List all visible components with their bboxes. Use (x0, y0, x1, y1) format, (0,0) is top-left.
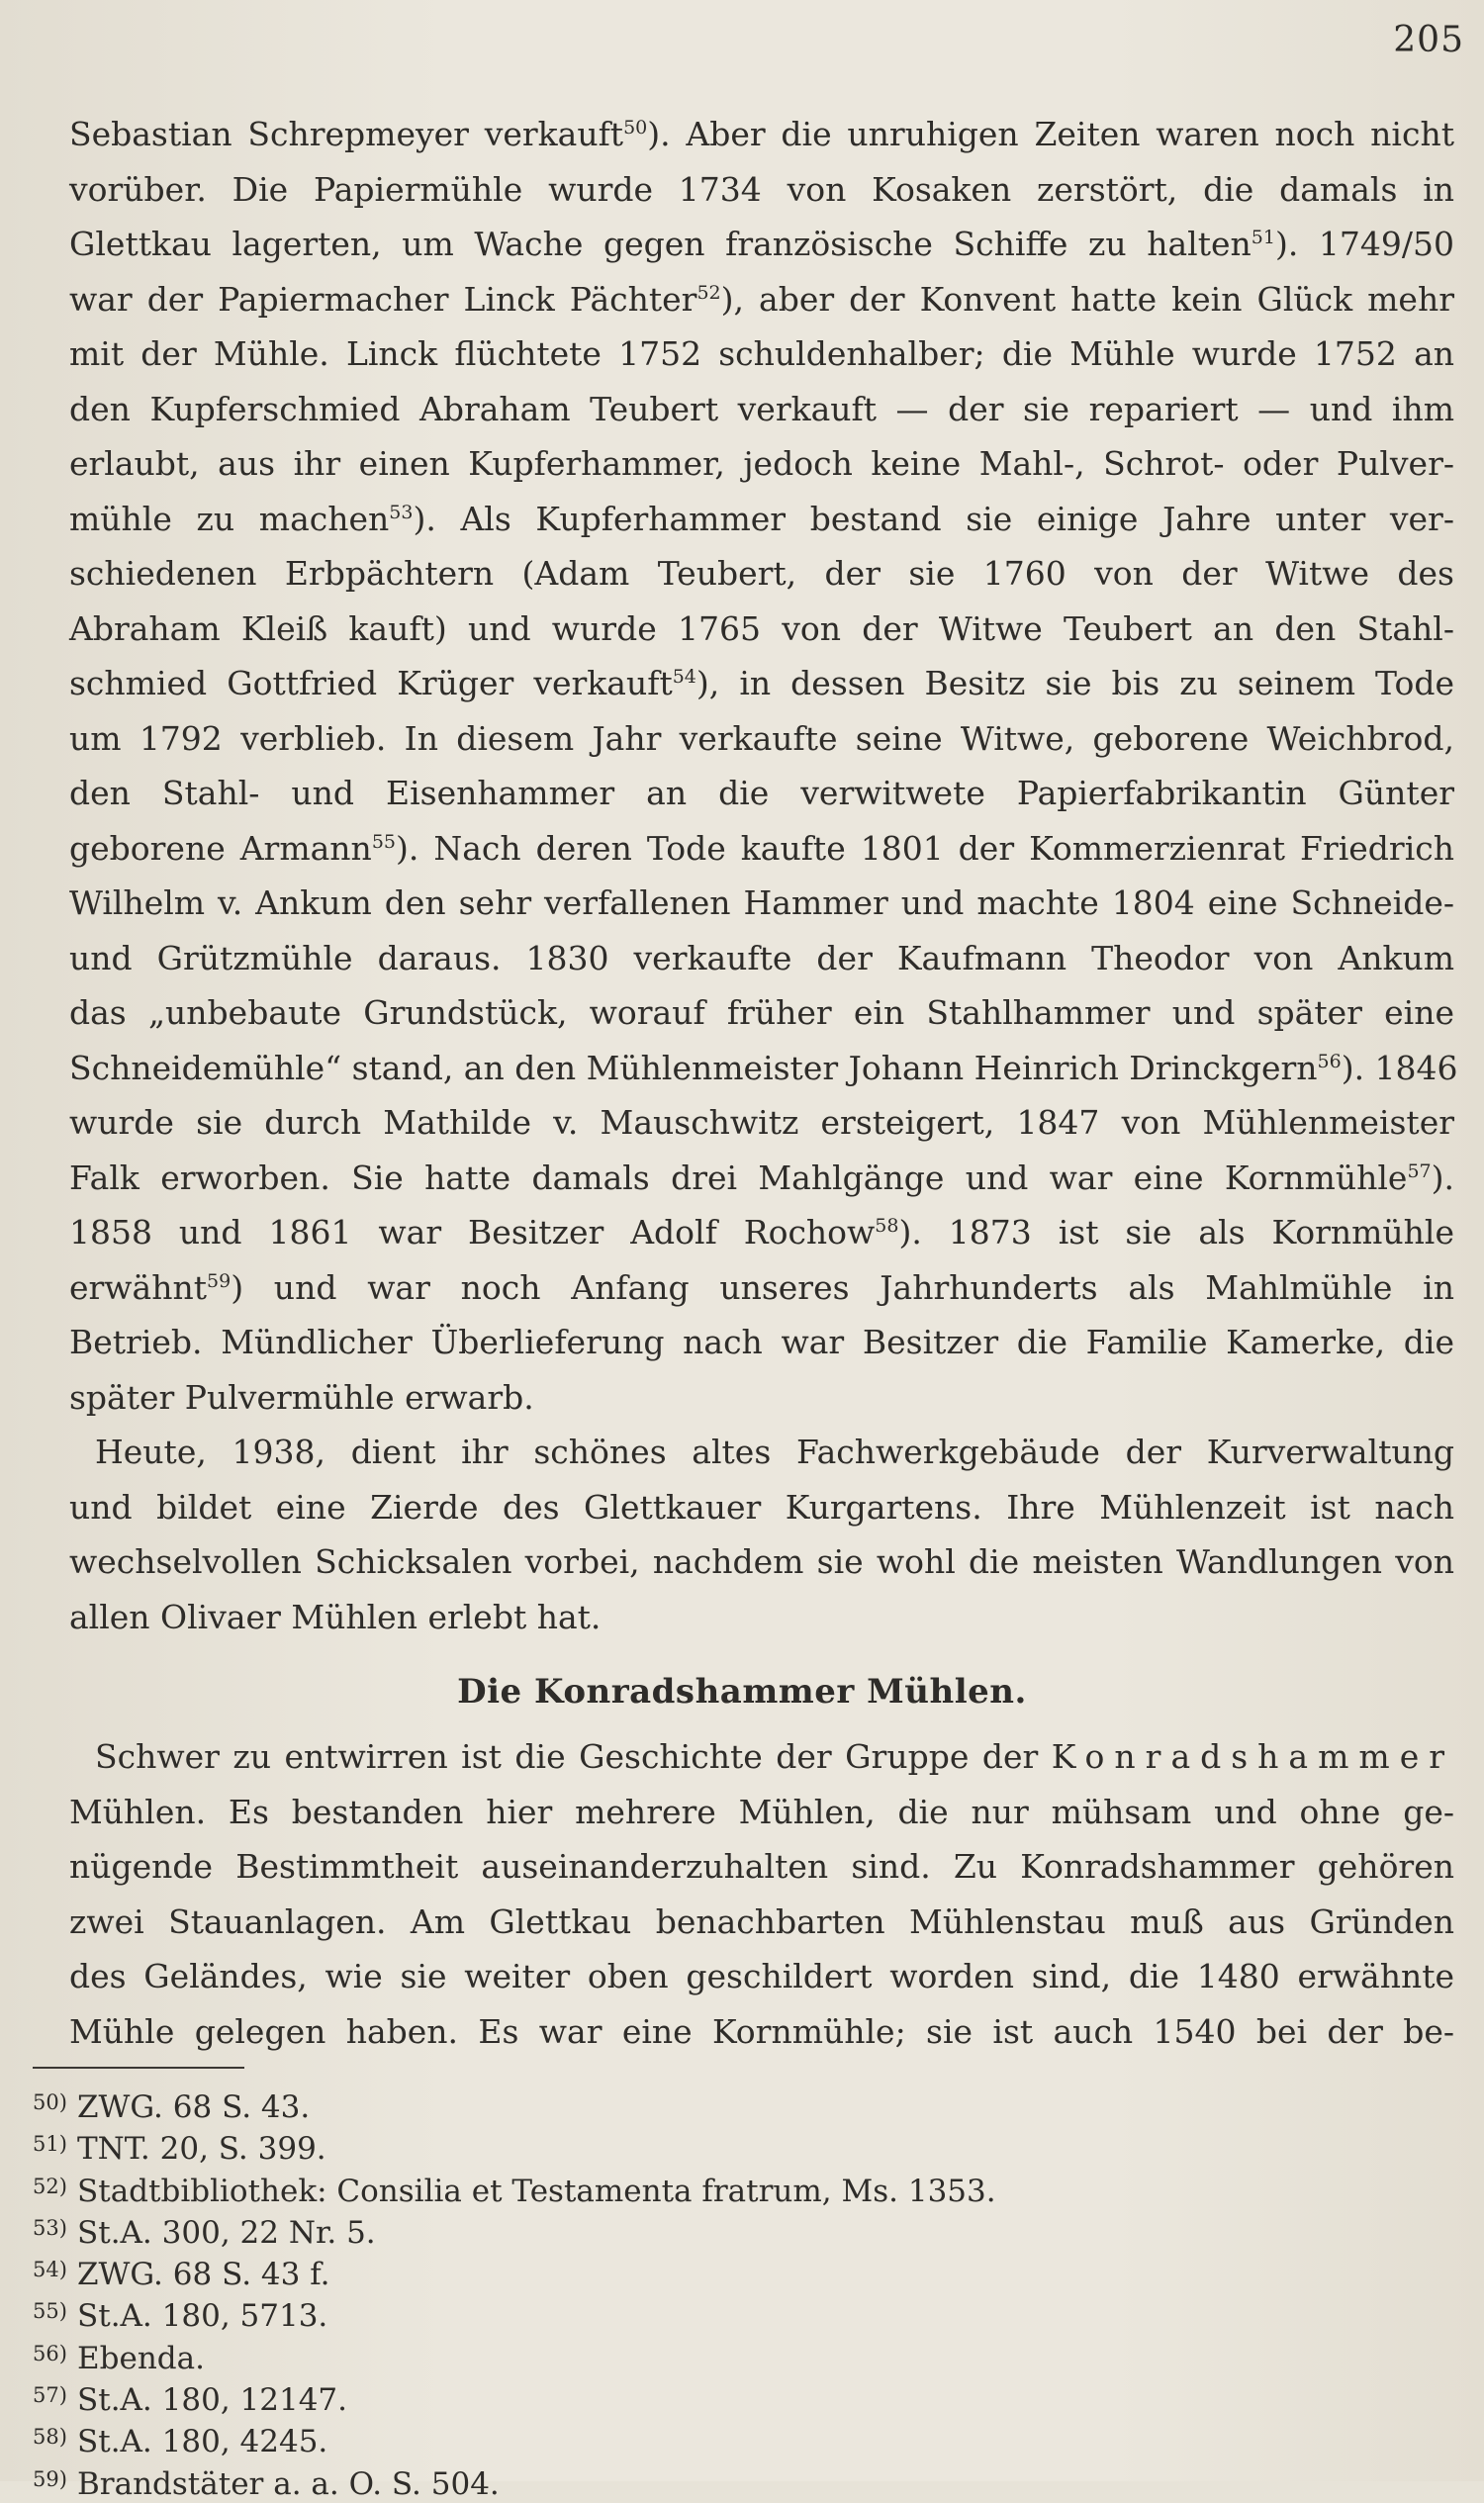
text-line: Mühle gelegen haben. Es war eine Kornmühle; sie ist auch 1540 bei der be- (69, 2011, 1454, 2051)
text-line: Abraham Kleiß kauft) und wurde 1765 von der Witwe Teubert an den Stahl- (69, 608, 1454, 648)
text-segment: 1858 und 1861 war Besitzer Adolf Rochow (69, 1213, 876, 1252)
text-line (69, 217, 1454, 272)
footnote-ref[interactable]: 56 (1317, 1050, 1342, 1072)
text-segment: ). (1431, 1158, 1454, 1197)
text-line: des Geländes, wie sie weiter oben geschildert worden sind, die 1480 erwähnte (69, 1957, 1454, 1995)
text-segment: ). 1749/50 (1274, 225, 1454, 263)
footnote-number: 58) (33, 2425, 67, 2450)
text-line (69, 1729, 1454, 1785)
footnote-item (33, 2210, 1418, 2252)
paragraph-konradshammer (69, 1729, 1454, 2059)
footnote-number: 52) (33, 2174, 67, 2198)
page-number: 205 (1393, 20, 1464, 60)
text-line: zwei Stauanlagen. Am Glettkau benachbarten Mühlenstau muß aus Gründen (69, 1901, 1454, 1941)
text-line: den Kupferschmied Abraham Teubert verkauft — der sie repariert — und ihm (69, 389, 1454, 428)
section-heading: Die Konradshammer Mühlen. (457, 1672, 1027, 1712)
footnote-ref[interactable]: 57 (1407, 1159, 1432, 1182)
text-segment: ), aber der Konvent hatte kein Glück mehr (720, 279, 1454, 319)
footnote-item (33, 2419, 1418, 2460)
text-line: Betrieb. Mündlicher Überlieferung nach war Besitzer die Familie Kamerke, die (69, 1323, 1454, 1361)
footnote-number: 55) (33, 2299, 67, 2324)
text-segment: war der Papiermacher Linck Pächter (69, 279, 697, 319)
text-line (69, 821, 1454, 877)
footnote-text: ZWG. 68 S. 43 f. (77, 2257, 330, 2293)
text-line (69, 1151, 1454, 1206)
footnote-ref[interactable]: 58 (875, 1215, 899, 1237)
footnote-item (33, 2293, 1418, 2335)
footnote-ref[interactable]: 53 (389, 501, 414, 523)
footnote-text: TNT. 20, S. 399. (77, 2131, 326, 2168)
footnote-text: St.A. 300, 22 Nr. 5. (77, 2214, 376, 2251)
text-line (69, 656, 1454, 711)
text-line: um 1792 verblieb. In diesem Jahr verkaufte seine Witwe, geborene Weichbrod, (69, 718, 1454, 758)
text-line (69, 1041, 1458, 1096)
footnote-item (33, 2252, 1418, 2293)
footnote-number: 51) (33, 2132, 67, 2157)
text-line: allen Olivaer Mühlen erlebt hat. (69, 1597, 602, 1636)
text-line: mit der Mühle. Linck flüchtete 1752 schuldenhalber; die Mühle wurde 1752 an (69, 334, 1454, 373)
text-line: erlaubt, aus ihr einen Kupferhammer, jedoch keine Mahl-, Schrot- oder Pulver- (69, 444, 1454, 483)
text-segment: ). 1846 (1341, 1048, 1458, 1087)
footnote-text: Stadtbibliothek: Consilia et Testamenta fratrum, Ms. 1353. (77, 2173, 996, 2209)
text-segment: geborene Armann (69, 828, 372, 868)
footnote-text: ZWG. 68 S. 43. (77, 2089, 311, 2125)
footnote-item (33, 2085, 1418, 2126)
text-line (69, 492, 1454, 547)
text-segment: ), in dessen Besitz sie bis zu seinem Tode (696, 664, 1454, 702)
text-segment: ). 1873 ist sie als Kornmühle (898, 1213, 1454, 1252)
text-line (69, 1205, 1454, 1260)
footnote-item (33, 2461, 1418, 2503)
footnotes (33, 2085, 1418, 2503)
footnote-number: 57) (33, 2383, 67, 2408)
footnote-text: Brandstäter a. a. O. S. 504. (77, 2465, 500, 2502)
text-line: Heute, 1938, dient ihr schönes altes Fachwerkgebäude der Kurverwaltung (95, 1433, 1454, 1471)
text-line: vorüber. Die Papiermühle wurde 1734 von Kosaken zerstört, die damals in (69, 169, 1454, 209)
footnote-ref[interactable]: 51 (1251, 227, 1275, 248)
footnote-ref[interactable]: 54 (672, 666, 696, 688)
footnote-number: 50) (33, 2090, 67, 2114)
footnote-ref[interactable]: 59 (207, 1269, 232, 1292)
footnote-item (33, 2377, 1418, 2419)
spaced-term: Konradshammer (1051, 1737, 1454, 1776)
footnote-text: St.A. 180, 5713. (77, 2298, 328, 2335)
text-segment: Sebastian Schrepmeyer verkauft (69, 115, 624, 153)
text-line: und Grützmühle daraus. 1830 verkaufte der Kaufmann Theodor von Ankum (69, 938, 1454, 977)
text-line: später Pulvermühle erwarb. (69, 1377, 534, 1417)
footnote-item (33, 2336, 1418, 2377)
footnote-number: 56) (33, 2341, 67, 2365)
text-segment: ). Als Kupferhammer bestand sie einige Jahre unter ver- (413, 499, 1454, 538)
text-line: das „unbebaute Grundstück, worauf früher ein Stahlhammer und später eine (69, 993, 1454, 1032)
footnote-item (33, 2126, 1418, 2168)
text-line: schiedenen Erbpächtern (Adam Teubert, der sie 1760 von der Witwe des (69, 554, 1454, 593)
text-segment: erwähnt (69, 1267, 207, 1307)
text-segment: Schwer zu entwirren ist die Geschichte der Gruppe der (95, 1737, 1039, 1776)
text-segment: Schneidemühle“ stand, an den Mühlenmeister Johann Heinrich Drinckgern (69, 1048, 1318, 1087)
text-segment: Glettkau lagerten, um Wache gegen französische Schiffe zu halten (69, 225, 1252, 263)
footnote-divider (33, 2067, 244, 2069)
footnote-text: Ebenda. (77, 2340, 205, 2376)
text-line: und bildet eine Zierde des Glettkauer Kurgartens. Ihre Mühlenzeit ist nach (69, 1487, 1454, 1527)
footnote-text: St.A. 180, 12147. (77, 2382, 347, 2419)
paragraph-paper-mill-history (69, 107, 1458, 1425)
text-segment: Falk erworben. Sie hatte damals drei Mahlgänge und war eine Kornmühle (69, 1158, 1408, 1197)
main-text (69, 107, 1458, 1644)
footnote-ref[interactable]: 50 (623, 117, 648, 139)
footnote-item (33, 2169, 1418, 2210)
text-segment: ). Nach deren Tode kaufte 1801 der Kommerzienrat Friedrich (396, 828, 1454, 868)
text-segment: ) und war noch Anfang unseres Jahrhunderts als Mahlmühle in (231, 1267, 1454, 1307)
text-segment: ). Aber die unruhigen Zeiten waren noch nicht (647, 115, 1454, 153)
text-segment: schmied Gottfried Krüger verkauft (69, 664, 673, 702)
footnote-number: 59) (33, 2466, 67, 2491)
text-line: Wilhelm v. Ankum den sehr verfallenen Hammer und machte 1804 eine Schneide- (69, 883, 1454, 922)
footnote-number: 53) (33, 2215, 67, 2240)
footnote-ref[interactable]: 55 (371, 830, 396, 853)
paragraph-today (69, 1425, 1454, 1644)
text-line (69, 107, 1454, 162)
text-line: wechselvollen Schicksalen vorbei, nachdem sie wohl die meisten Wandlungen von (69, 1542, 1454, 1581)
footnote-number: 54) (33, 2258, 67, 2282)
footnote-ref[interactable]: 52 (696, 281, 721, 304)
konradshammer-section (69, 1729, 1454, 2059)
text-line (69, 1260, 1454, 1316)
footnote-text: St.A. 180, 4245. (77, 2424, 328, 2460)
text-segment: mühle zu machen (69, 499, 390, 538)
text-line (69, 272, 1454, 327)
text-line: nügende Bestimmtheit auseinanderzuhalten sind. Zu Konradshammer gehören (69, 1847, 1454, 1886)
text-line: wurde sie durch Mathilde v. Mauschwitz ersteigert, 1847 von Mühlenmeister (69, 1103, 1454, 1142)
text-line: Mühlen. Es bestanden hier mehrere Mühlen, die nur mühsam und ohne ge- (69, 1792, 1454, 1831)
text-line: den Stahl- und Eisenhammer an die verwitwete Papierfabrikantin Günter (69, 774, 1454, 812)
